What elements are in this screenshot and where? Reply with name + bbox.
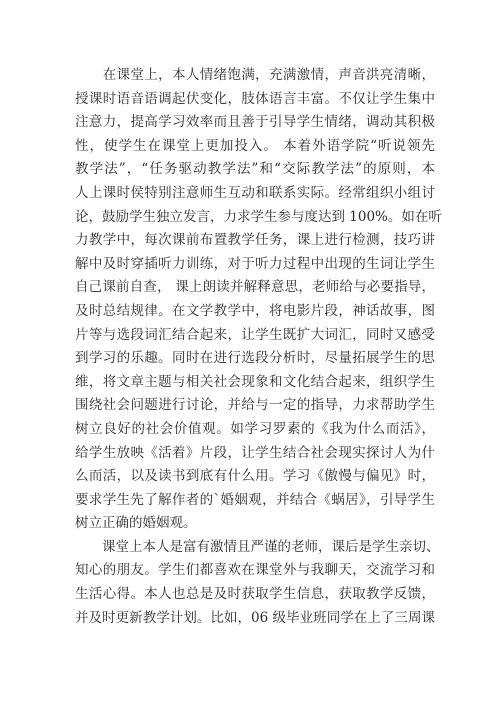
paragraph-line: 给学生放映《活着》片段，让学生结合社会现实探讨人为什 [75,444,435,461]
paragraph-line: 么而活，以及读书到底有什么用。学习《傲慢与偏见》时， [75,468,435,485]
paragraph-line: 在课堂上，本人情绪饱满，充满激情，声音洪亮清晰， [75,67,435,83]
paragraph-line: 人上课时侯特别注意师生互动和联系实际。经常组织小组讨 [75,184,435,201]
paragraph-line: 论，鼓励学生独立发言，力求学生参与度达到 100%。如在听 [75,208,442,225]
paragraph-line: 力教学中，每次课前布置教学任务，课上进行检测，技巧讲 [75,232,435,249]
paragraph-line: 课堂上本人是富有激情且严谨的老师，课后是学生亲切、 [75,538,440,555]
paragraph-line: 围绕社会问题进行讨论，并给与一定的指导，力求帮助学生 [75,397,435,414]
paragraph-line: 知心的朋友。学生们都喜欢在课堂外与我聊天，交流学习和 [75,562,435,579]
paragraph-line: 注意力，提高学习效率而且善于引导学生情绪，调动其积极 [75,114,435,131]
paragraph-line: 及时总结规律。在文学教学中，将电影片段，神话故事，图 [75,302,435,319]
paragraph-line: 维，将文章主题与相关社会现象和文化结合起来，组织学生 [75,373,435,390]
paragraph-line: 教学法”，“任务驱动教学法”和“交际教学法”的原则，本 [75,161,435,178]
paragraph-2 [75,536,440,630]
paragraph-line: 片等与选段词汇结合起来，让学生既扩大词汇，同时又感受 [75,326,435,343]
paragraph-line: 生活心得。本人也总是及时获取学生信息，获取教学反馈， [75,586,435,603]
paragraph-line: 性，使学生在课堂上更加投入。 本着外语学院“听说领先 [75,137,435,154]
paragraph-line: 要求学生先了解作者的`婚姻观，并结合《蜗居》，引导学生 [75,491,435,508]
paragraph-1 [75,64,442,536]
paragraph-line: 并及时更新教学计划。比如，06 级毕业班同学在上了三周课 [75,609,435,626]
paragraph-line: 到学习的乐趣。同时在进行选段分析时，尽量拓展学生的思 [75,350,435,367]
paragraph-line: 自己课前自查， 课上朗读并解释意思，老师给与必要指导， [75,279,435,296]
paragraph-line: 树立良好的社会价值观。如学习罗素的《我为什么而活》， [75,420,435,437]
paragraph-line: 解中及时穿插听力训练，对于听力过程中出现的生词让学生 [75,255,435,272]
document-body [75,64,442,630]
paragraph-line: 授课时语音语调起伏变化，肢体语言丰富。不仅让学生集中 [75,90,435,107]
paragraph-line: 树立正确的婚姻观。 [75,515,197,532]
